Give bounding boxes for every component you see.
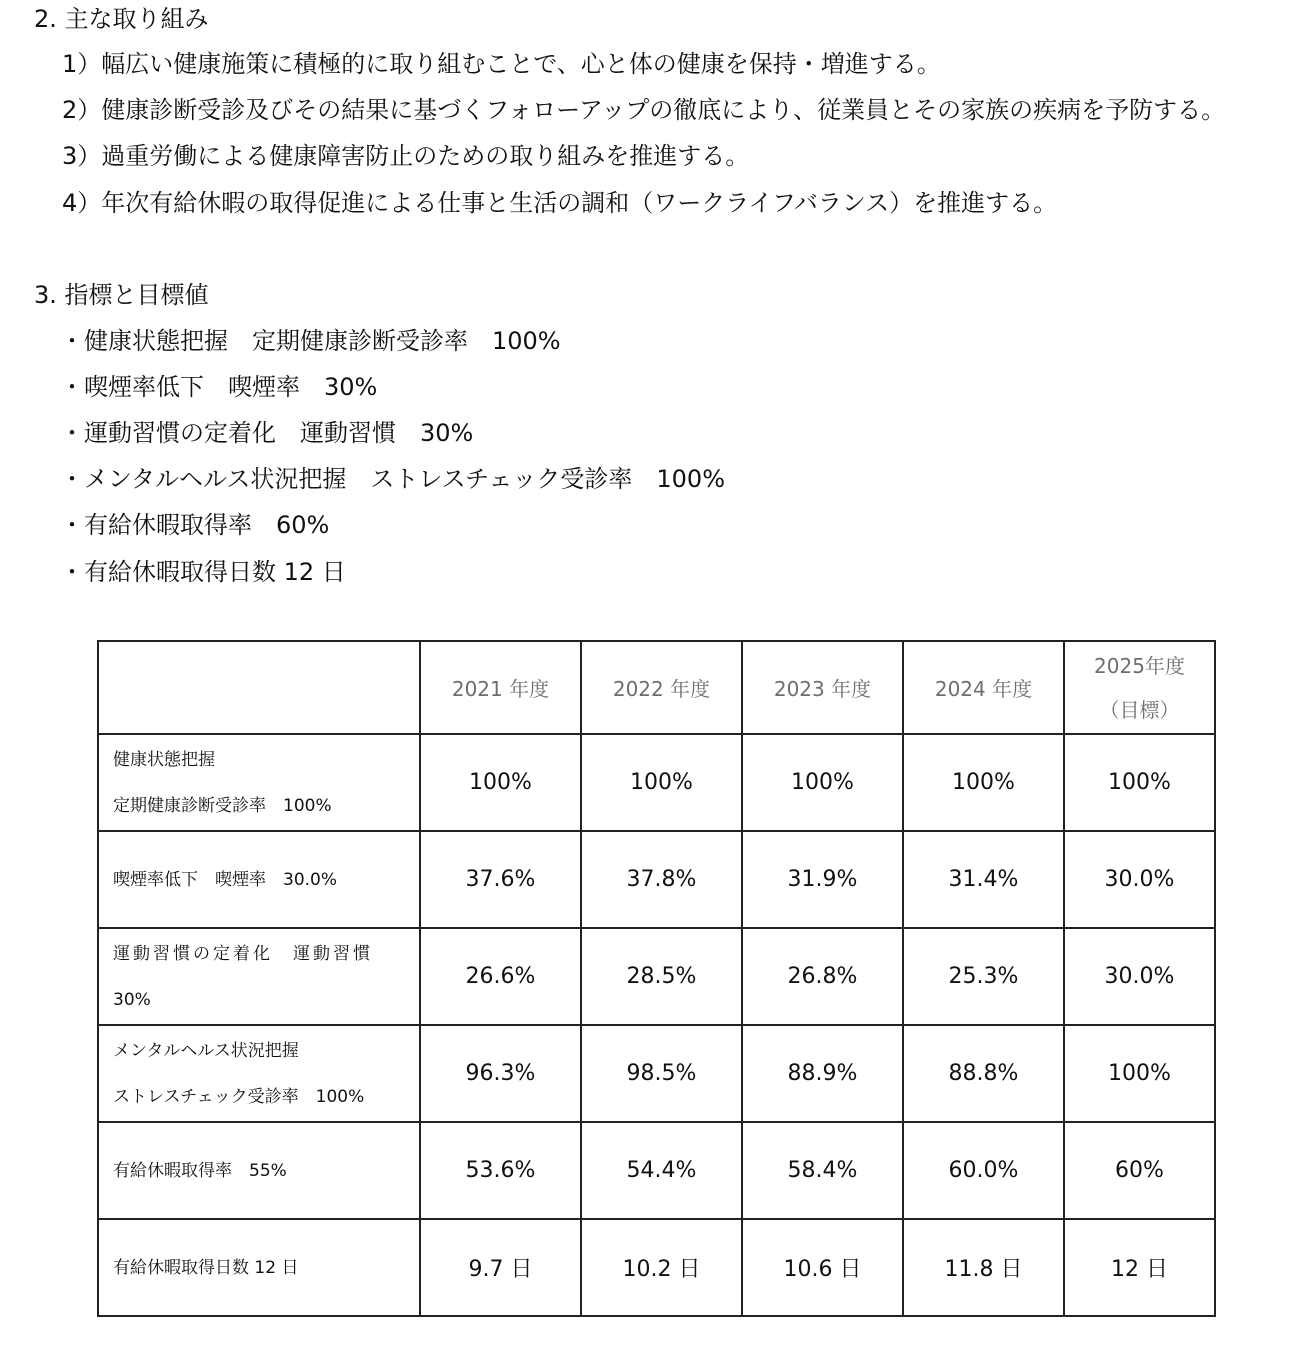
value-cell: 37.8%: [581, 831, 742, 928]
section3-heading: 3. 指標と目標値: [34, 281, 209, 309]
header-target-label: （目標）: [1099, 697, 1180, 722]
value-cell: 31.9%: [742, 831, 903, 928]
target-value-cell: 30.0%: [1064, 831, 1215, 928]
row-label: [98, 928, 420, 1025]
table-row: [98, 928, 1215, 1025]
table-row: [98, 1219, 1215, 1316]
row-label: [98, 1219, 420, 1316]
metric-item-5: ・有給休暇取得率 60%: [60, 511, 330, 539]
row-label: [98, 734, 420, 831]
value-cell: 98.5%: [581, 1025, 742, 1122]
row-label-line2: 30%: [113, 989, 151, 1010]
value-cell: 96.3%: [420, 1025, 581, 1122]
value-cell: 88.8%: [903, 1025, 1064, 1122]
value-cell: 100%: [742, 734, 903, 831]
metric-item-1: ・健康状態把握 定期健康診断受診率 100%: [60, 327, 561, 355]
value-cell: 58.4%: [742, 1122, 903, 1219]
header-empty-cell: [98, 641, 420, 734]
row-label: [98, 1122, 420, 1219]
value-cell: 60.0%: [903, 1122, 1064, 1219]
header-year-2021: 2021 年度: [420, 641, 581, 734]
metric-item-4: ・メンタルヘルス状況把握 ストレスチェック受診率 100%: [60, 465, 726, 493]
row-label: [98, 831, 420, 928]
value-cell: 11.8 日: [903, 1219, 1064, 1316]
value-cell: 54.4%: [581, 1122, 742, 1219]
row-label-line2: 定期健康診断受診率 100%: [113, 795, 332, 816]
row-label: [98, 1025, 420, 1122]
section2-heading: 2. 主な取り組み: [34, 5, 209, 33]
header-year-2025-target: [1064, 641, 1215, 734]
row-label-line1: 運動習慣の定着化 運動習慣: [113, 943, 373, 964]
value-cell: 28.5%: [581, 928, 742, 1025]
target-value-cell: 60%: [1064, 1122, 1215, 1219]
table-row: [98, 1122, 1215, 1219]
target-value-cell: 12 日: [1064, 1219, 1215, 1316]
value-cell: 88.9%: [742, 1025, 903, 1122]
row-label-line1: 有給休暇取得日数 12 日: [113, 1257, 299, 1278]
header-target-year: 2025年度: [1094, 653, 1185, 678]
value-cell: 37.6%: [420, 831, 581, 928]
header-year-2022: 2022 年度: [581, 641, 742, 734]
value-cell: 31.4%: [903, 831, 1064, 928]
table-header-row: [98, 641, 1215, 734]
initiative-item-2: 2）健康診断受診及びその結果に基づくフォローアップの徹底により、従業員とその家族の疾病を予防する。: [62, 96, 1226, 124]
results-table: [97, 640, 1216, 1317]
metric-item-6: ・有給休暇取得日数 12 日: [60, 558, 346, 586]
row-label-line2: ストレスチェック受診率 100%: [113, 1086, 365, 1107]
initiative-item-3: 3）過重労働による健康障害防止のための取り組みを推進する。: [62, 142, 750, 170]
value-cell: 9.7 日: [420, 1219, 581, 1316]
row-label-line1: メンタルヘルス状況把握: [113, 1040, 299, 1061]
value-cell: 25.3%: [903, 928, 1064, 1025]
target-value-cell: 30.0%: [1064, 928, 1215, 1025]
row-label-line1: 喫煙率低下 喫煙率 30.0%: [113, 869, 338, 890]
header-year-2024: 2024 年度: [903, 641, 1064, 734]
target-value-cell: 100%: [1064, 734, 1215, 831]
value-cell: 26.8%: [742, 928, 903, 1025]
metric-item-3: ・運動習慣の定着化 運動習慣 30%: [60, 419, 474, 447]
initiative-item-1: 1）幅広い健康施策に積極的に取り組むことで、心と体の健康を保持・増進する。: [62, 50, 941, 78]
target-value-cell: 100%: [1064, 1025, 1215, 1122]
value-cell: 53.6%: [420, 1122, 581, 1219]
metric-item-2: ・喫煙率低下 喫煙率 30%: [60, 373, 378, 401]
value-cell: 100%: [420, 734, 581, 831]
table-row: [98, 1025, 1215, 1122]
row-label-line1: 健康状態把握: [113, 749, 215, 770]
value-cell: 100%: [903, 734, 1064, 831]
table-row: [98, 831, 1215, 928]
row-label-line1: 有給休暇取得率 55%: [113, 1160, 287, 1181]
table-row: [98, 734, 1215, 831]
value-cell: 10.2 日: [581, 1219, 742, 1316]
initiative-item-4: 4）年次有給休暇の取得促進による仕事と生活の調和（ワークライフバランス）を推進する。: [62, 189, 1058, 217]
value-cell: 100%: [581, 734, 742, 831]
value-cell: 26.6%: [420, 928, 581, 1025]
value-cell: 10.6 日: [742, 1219, 903, 1316]
header-year-2023: 2023 年度: [742, 641, 903, 734]
